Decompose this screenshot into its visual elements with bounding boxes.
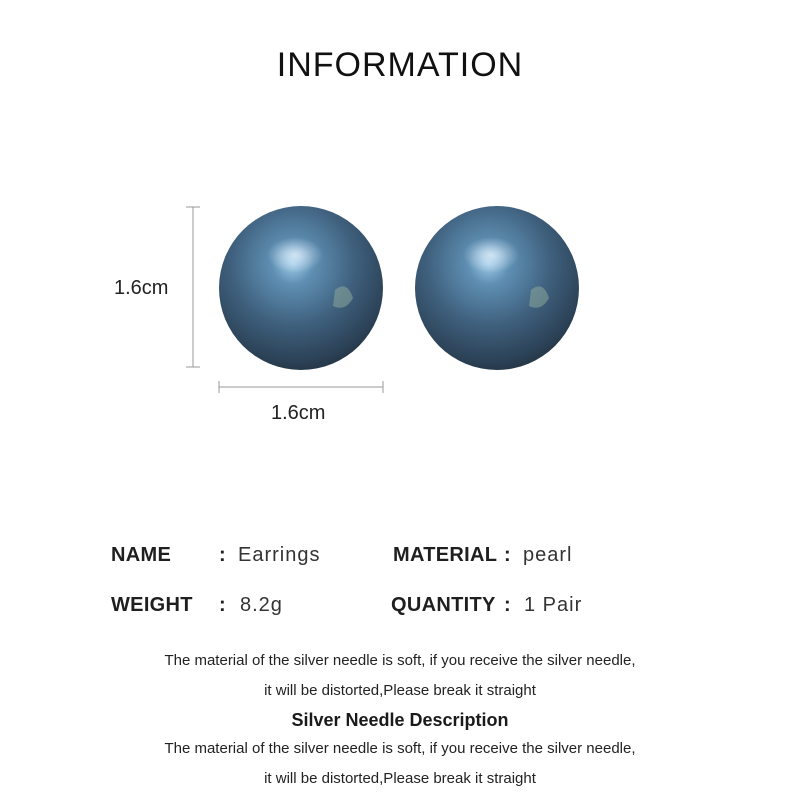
note-line-4: it will be distorted,Please break it straight [264,770,536,787]
height-dimension-line [186,207,200,367]
silver-needle-notes [0,646,800,794]
quantity-key: QUANTITY [391,594,496,616]
left-pearl [219,206,383,370]
name-value: Earrings [238,544,321,566]
material-key: MATERIAL [393,544,498,566]
name-colon: : [219,544,226,566]
note-line-2: it will be distorted,Please break it straight [264,682,536,699]
note-line-1: The material of the silver needle is soft, if you receive the silver needle, [164,652,636,669]
weight-colon: : [219,594,226,616]
weight-key: WEIGHT [111,594,193,616]
note-heading: Silver Needle Description [291,710,509,730]
right-pearl [415,206,579,370]
name-key: NAME [111,544,172,566]
specs-table [0,540,800,630]
width-label: 1.6cm [271,402,326,424]
page-title: INFORMATION [276,46,524,84]
note-line-3: The material of the silver needle is soft, if you receive the silver needle, [164,740,636,757]
quantity-colon: : [504,594,511,616]
quantity-value: 1 Pair [524,594,583,616]
width-dimension-line [219,381,383,393]
weight-value: 8.2g [240,594,283,616]
height-label: 1.6cm [114,277,169,299]
material-value: pearl [523,544,573,566]
material-colon: : [504,544,511,566]
